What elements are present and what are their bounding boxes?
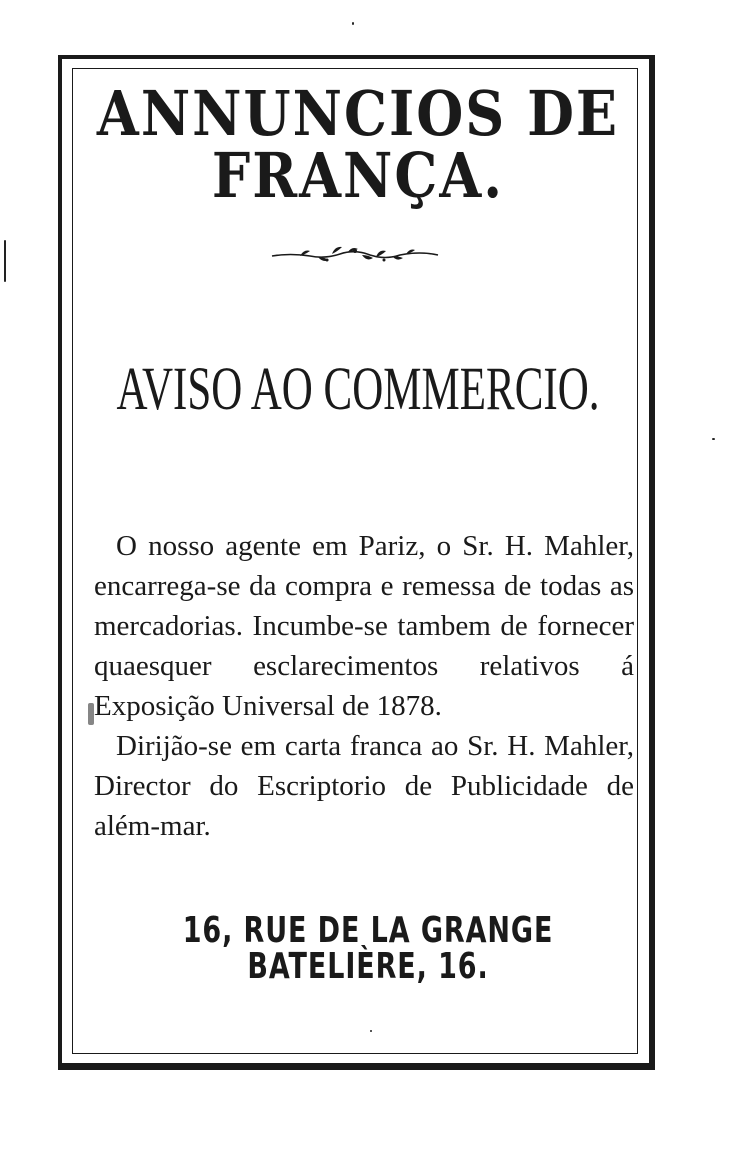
paragraph-agent-services: O nosso agente em Pariz, o Sr. H. Mahler, encarrega-se da compra e remessa de todas as mercadorias. Incumbe-se tambem de fornecer quaesquer esclarecimentos relativos á Exposição Universal de 1878.	[94, 530, 634, 722]
print-speck	[370, 1030, 372, 1032]
vine-ornament-icon	[270, 243, 440, 267]
print-speck	[88, 703, 94, 725]
advert-body	[94, 526, 634, 846]
print-speck	[712, 438, 715, 440]
print-speck	[352, 22, 354, 25]
print-speck	[4, 240, 6, 282]
notice-title: AVISO AO COMMERCIO.	[116, 354, 600, 423]
paragraph-contact-instructions: Dirijão-se em carta franca ao Sr. H. Mahler, Director do Escriptorio de Publicidade de além-mar.	[94, 730, 634, 842]
street-address: 16, RUE DE LA GRANGE BATELIÈRE, 16.	[182, 909, 554, 988]
page-header: ANNUNCIOS DE FRANÇA.	[96, 76, 620, 212]
